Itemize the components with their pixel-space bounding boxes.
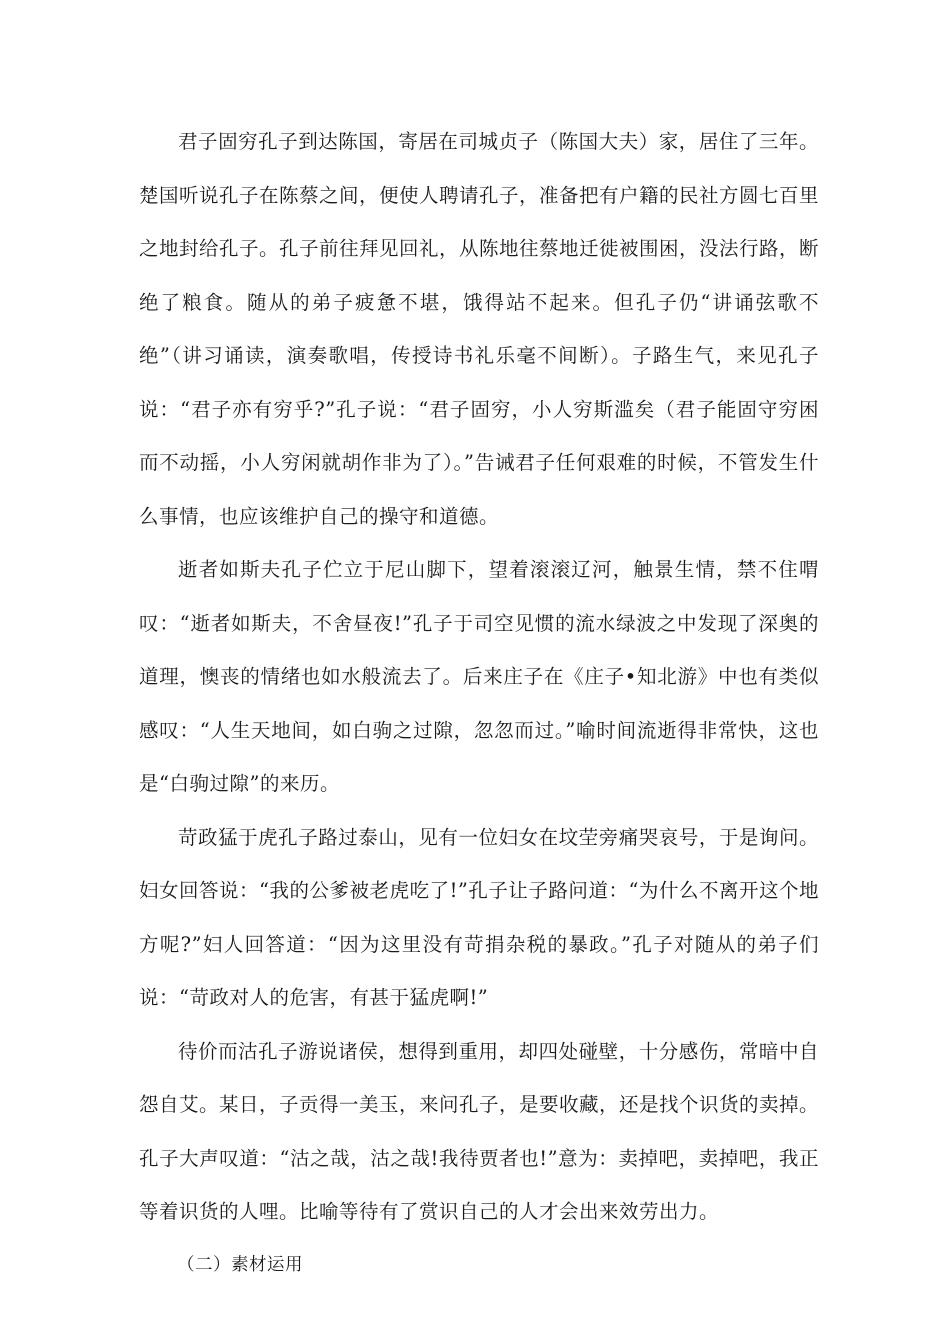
paragraph-ke-zheng-meng-yu-hu: 苛政猛于虎孔子路过泰山，见有一位妇女在坟茔旁痛哭哀号，于是询问。妇女回答说：“我的公爹被老虎吃了!”孔子让子路问道：“为什么不离开这个地方呢?”妇人回答道：“因为这里没有苛捐杂税的暴政。”孔子对随从的弟子们说：“苛政对人的危害，有甚于猛虎啊!” <box>139 825 819 1009</box>
paragraph-dai-jia-er-gu: 待价而沽孔子游说诸侯，想得到重用，却四处碰壁，十分感伤，常暗中自怨自艾。某日，子贡得一美玉，来问孔子，是要收藏，还是找个识货的卖掉。孔子大声叹道：“沽之哉，沽之哉!我待贾者也!”意为：卖掉吧，卖掉吧，我正等着识货的人哩。比喻等待有了赏识自己的人才会出来效劳出力。 <box>139 1039 820 1223</box>
document-body <box>139 115 819 1292</box>
section-subheading: （二）素材运用 <box>177 1254 303 1275</box>
paragraph-junzi-gu-qiong: 君子固穷孔子到达陈国，寄居在司城贞子（陈国大夫）家，居住了三年。楚国听说孔子在陈蔡之间，便使人聘请孔子，准备把有户籍的民社方圆七百里之地封给孔子。孔子前往拜见回礼，从陈地往蔡地迁徙被围困，没法行路，断绝了粮食。随从的弟子疲惫不堪，饿得站不起来。但孔子仍“讲诵弦歌不绝”（讲习诵读，演奏歌唱，传授诗书礼乐毫不间断）。子路生气，来见孔子说：“君子亦有穷乎?”孔子说：“君子固穷，小人穷斯滥矣（君子能固守穷困而不动摇，小人穷闲就胡作非为了）。”告诫君子任何艰难的时候，不管发生什么事情，也应该维护自己的操守和道德。 <box>139 130 820 528</box>
paragraph-shi-zhe-ru-si-fu: 逝者如斯夫孔子伫立于尼山脚下，望着滚滚辽河，触景生情，禁不住喟叹：“逝者如斯夫，不舍昼夜!”孔子于司空见惯的流水绿波之中发现了深奥的道理，懊丧的情绪也如水般流去了。后来庄子在《庄子•知北游》中也有类似感叹：“人生天地间，如白驹之过隙，忽忽而过。”喻时间流逝得非常快，这也是“白驹过隙”的来历。 <box>139 558 819 795</box>
